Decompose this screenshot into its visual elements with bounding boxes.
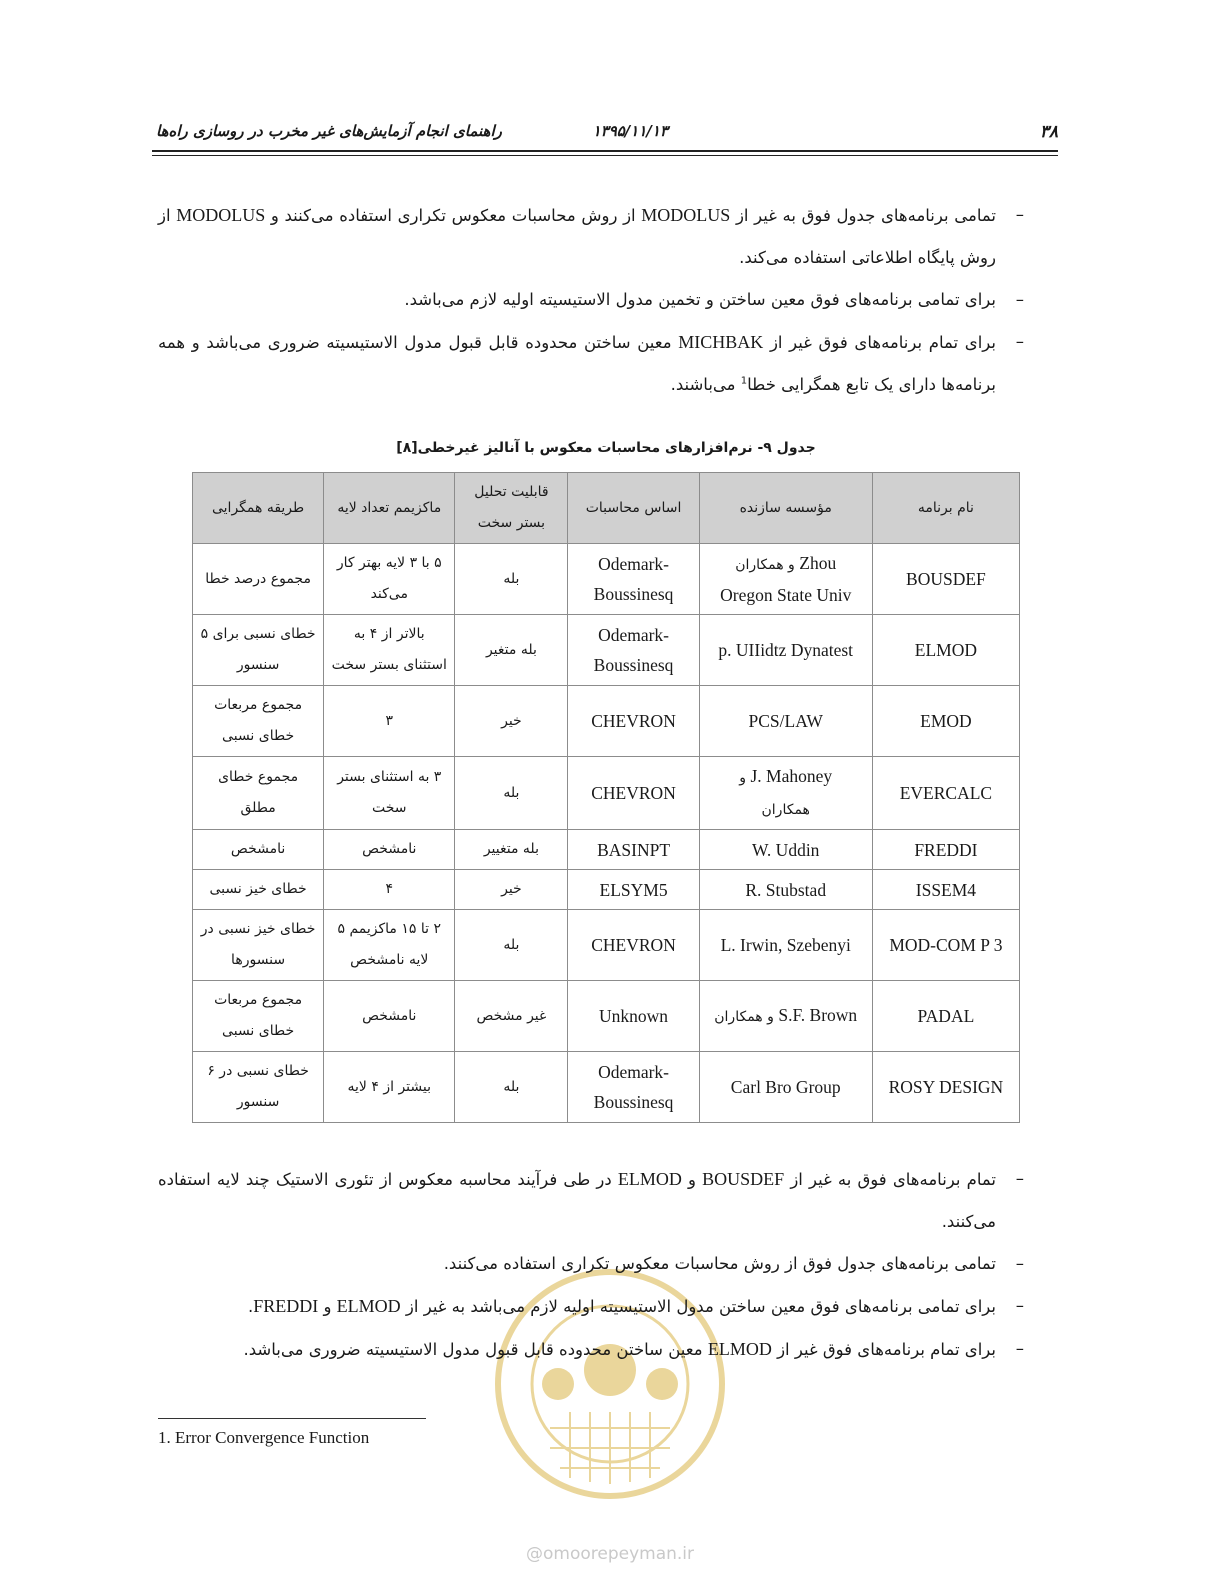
cell-program-name: EMOD (872, 686, 1019, 757)
cell-program-name: BOUSDEF (872, 544, 1019, 615)
bullet-dash: – (1015, 1169, 1024, 1188)
developer-suffix: و همکاران (714, 1009, 779, 1025)
table-row (193, 870, 1020, 910)
basis-line: Odemark- (598, 625, 670, 645)
bullet-text: تمامی برنامه‌های جدول فوق به غیر از (730, 206, 996, 225)
cell-rigid-bed: بله (455, 757, 568, 830)
bullet-dash: – (1015, 1296, 1024, 1315)
bullet-text: و (318, 1297, 337, 1316)
cell-rigid-bed: بله متغییر (455, 830, 568, 870)
cell-developer: p. UIIidtz Dynatest (699, 615, 872, 686)
cell-calc-basis: CHEVRON (568, 910, 699, 981)
bullet-dash: – (1015, 1254, 1024, 1273)
cell-program-name: ISSEM4 (872, 870, 1019, 910)
cell-developer (699, 757, 872, 830)
table-row (193, 544, 1020, 615)
cell-convergence: خطای نسبی برای ۵ سنسور (193, 615, 324, 686)
developer-name: J. Mahoney (750, 766, 833, 786)
basis-line: Boussinesq (593, 1092, 674, 1112)
bullet-text: معین ساختن محدوده قابل قبول مدول الاستیسیته ضروری می‌باشد. (243, 1340, 708, 1359)
table-row (193, 1052, 1020, 1123)
cell-convergence: نامشخص (193, 830, 324, 870)
basis-line: Odemark- (598, 1062, 670, 1082)
cell-developer: PCS/LAW (699, 686, 872, 757)
bullet-text: می‌باشند. (670, 375, 741, 394)
bullet-text: تمام برنامه‌های فوق به غیر از (784, 1170, 996, 1189)
bullet-item (158, 279, 1024, 321)
table-row (193, 910, 1020, 981)
latin-term: MODOLUS (641, 205, 731, 225)
cell-rigid-bed: بله (455, 544, 568, 615)
cell-calc-basis (568, 1052, 699, 1123)
header-rigid-bed: قابلیت تحلیل بستر سخت (455, 473, 568, 544)
page-number: ۳۸ (1039, 122, 1058, 142)
bullet-item (158, 1243, 1024, 1285)
bullet-item (158, 321, 1024, 406)
cell-convergence: مجموع مربعات خطای نسبی (193, 981, 324, 1052)
bullet-list-top (158, 194, 1024, 406)
latin-term: MICHBAK (678, 332, 764, 352)
latin-term: FREDDI (253, 1296, 319, 1316)
footnote-mark[interactable]: 1 (740, 375, 748, 387)
seal-left-gear (542, 1368, 574, 1400)
cell-rigid-bed: خیر (455, 686, 568, 757)
cell-developer: W. Uddin (699, 830, 872, 870)
cell-max-layers: ۴ (324, 870, 455, 910)
bullet-text: و (681, 1170, 703, 1189)
cell-calc-basis: CHEVRON (568, 757, 699, 830)
cell-rigid-bed: بله (455, 1052, 568, 1123)
bullet-text: برای تمام برنامه‌های فوق غیر از (763, 333, 996, 352)
header-program-name: نام برنامه (872, 473, 1019, 544)
cell-developer: Carl Bro Group (699, 1052, 872, 1123)
cell-calc-basis: BASINPT (568, 830, 699, 870)
bullet-text: در طی فرآیند محاسبه معکوس از تئوری الاستیک چند لایه استفاده می‌کنند. (158, 1170, 996, 1231)
header-rule-thin (152, 155, 1058, 156)
cell-max-layers: نامشخص (324, 981, 455, 1052)
cell-developer (699, 981, 872, 1052)
cell-convergence: خطای نسبی در ۶ سنسور (193, 1052, 324, 1123)
bullet-dash: – (1015, 205, 1024, 224)
latin-term: BOUSDEF (702, 1169, 785, 1189)
bullet-text: از روش محاسبات معکوس تکراری استفاده می‌کنند و (265, 206, 642, 225)
bullet-item (158, 1158, 1024, 1243)
cell-developer: R. Stubstad (699, 870, 872, 910)
latin-term: ELMOD (617, 1169, 682, 1189)
cell-calc-basis: ELSYM5 (568, 870, 699, 910)
cell-developer: L. Irwin, Szebenyi (699, 910, 872, 981)
latin-term: ELMOD (707, 1339, 772, 1359)
cell-max-layers: بیشتر از ۴ لایه (324, 1052, 455, 1123)
cell-convergence: مجموع درصد خطا (193, 544, 324, 615)
developer-institute: Oregon State Univ (720, 585, 852, 605)
cell-max-layers: ۵ با ۳ لایه بهتر کار می‌کند (324, 544, 455, 615)
bullet-text: معین ساختن محدوده قابل قبول مدول الاستیسیته ضروری می‌باشد و همه برنامه‌ها دارای یک تابع همگرایی خطا (158, 333, 996, 394)
cell-program-name: EVERCALC (872, 757, 1019, 830)
cell-rigid-bed: خیر (455, 870, 568, 910)
header-date: ۱۳۹۵/۱۱/۱۳ (592, 122, 668, 140)
developer-suffix: همکاران (761, 802, 810, 818)
bullet-list-bottom (158, 1158, 1024, 1371)
cell-program-name: ELMOD (872, 615, 1019, 686)
cell-program-name: MOD-COM P 3 (872, 910, 1019, 981)
watermark-url: @omoorepeyman.ir (525, 1544, 695, 1564)
book-title: راهنمای انجام آزمایش‌های غیر مخرب در روسازی راه‌ها (156, 122, 502, 140)
bullet-text: برای تمام برنامه‌های فوق غیر از (771, 1340, 996, 1359)
cell-calc-basis: Unknown (568, 981, 699, 1052)
bullet-text: برای تمامی برنامه‌های فوق معین ساختن و تخمین مدول الاستیسیته اولیه لازم می‌باشد. (404, 290, 996, 309)
table-row (193, 615, 1020, 686)
cell-max-layers: بالاتر از ۴ به استثنای بستر سخت (324, 615, 455, 686)
cell-rigid-bed: غیر مشخص (455, 981, 568, 1052)
table-row (193, 686, 1020, 757)
bullet-text: تمامی برنامه‌های جدول فوق از روش محاسبات معکوس تکراری استفاده می‌کنند. (443, 1254, 996, 1273)
software-table (192, 472, 1020, 1123)
cell-convergence: خطای خیز نسبی (193, 870, 324, 910)
header-calc-basis: اساس محاسبات (568, 473, 699, 544)
basis-line: Odemark- (598, 554, 670, 574)
bullet-item (158, 1328, 1024, 1371)
basis-line: Boussinesq (593, 584, 674, 604)
table-row (193, 830, 1020, 870)
developer-suffix: و (739, 770, 751, 786)
header-convergence: طریقه همگرایی (193, 473, 324, 544)
developer-name: Zhou (799, 553, 837, 573)
basis-line: Boussinesq (593, 655, 674, 675)
bullet-dash: – (1015, 332, 1024, 351)
cell-convergence: مجموع مربعات خطای نسبی (193, 686, 324, 757)
seal-right-gear (646, 1368, 678, 1400)
bullet-item (158, 194, 1024, 279)
developer-suffix: و همکاران (735, 557, 800, 573)
footnote-rule (158, 1418, 426, 1419)
cell-rigid-bed: بله (455, 910, 568, 981)
table-row (193, 757, 1020, 830)
footnote: 1. Error Convergence Function (158, 1428, 370, 1447)
latin-term: ELMOD (336, 1296, 401, 1316)
cell-rigid-bed: بله متغیر (455, 615, 568, 686)
bullet-item (158, 1285, 1024, 1328)
cell-calc-basis (568, 544, 699, 615)
table-row (193, 981, 1020, 1052)
bullet-dash: – (1015, 1339, 1024, 1358)
bullet-text: از روش پایگاه اطلاعاتی استفاده می‌کند. (158, 206, 996, 267)
cell-max-layers: ۳ (324, 686, 455, 757)
cell-calc-basis: CHEVRON (568, 686, 699, 757)
cell-program-name: ROSY DESIGN (872, 1052, 1019, 1123)
cell-convergence: خطای خیز نسبی در سنسورها (193, 910, 324, 981)
header-rule-thick (152, 150, 1058, 152)
bullet-text: . (247, 1297, 254, 1316)
cell-max-layers: ۳ به استثنای بستر سخت (324, 757, 455, 830)
header-developer: مؤسسه سازنده (699, 473, 872, 544)
running-header (152, 118, 1058, 148)
developer-name: S.F. Brown (778, 1005, 858, 1025)
table-header-row (193, 473, 1020, 544)
cell-program-name: PADAL (872, 981, 1019, 1052)
table-caption: جدول ۹- نرم‌افزارهای محاسبات معکوس با آنالیز غیرخطی[۸] (396, 440, 816, 456)
cell-calc-basis (568, 615, 699, 686)
latin-term: MODOLUS (176, 205, 266, 225)
cell-max-layers: نامشخص (324, 830, 455, 870)
cell-program-name: FREDDI (872, 830, 1019, 870)
header-max-layers: ماکزیمم تعداد لایه (324, 473, 455, 544)
bullet-text: برای تمامی برنامه‌های فوق معین ساختن مدول الاستیسیته اولیه لازم می‌باشد به غیر از (400, 1297, 996, 1316)
cell-developer (699, 544, 872, 615)
bullet-dash: – (1015, 290, 1024, 309)
cell-convergence: مجموع خطای مطلق (193, 757, 324, 830)
cell-max-layers: ۲ تا ۱۵ ماکزیمم ۵ لایه نامشخص (324, 910, 455, 981)
